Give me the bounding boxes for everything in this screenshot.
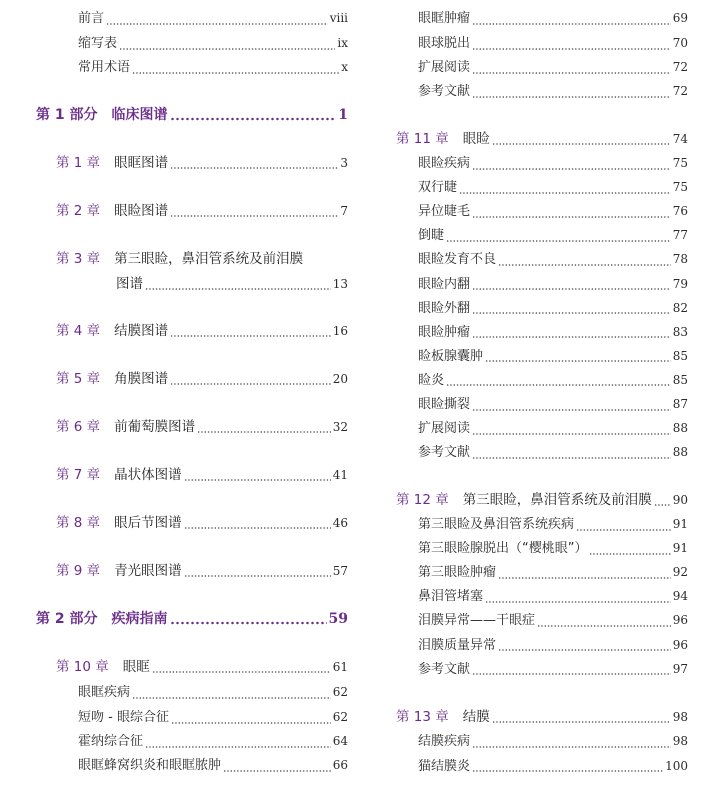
section-page: 75 <box>672 180 688 195</box>
toc-section[interactable] <box>418 395 688 414</box>
toc-section[interactable] <box>418 563 688 582</box>
leader-dots <box>170 612 327 626</box>
chapter-title: 眼睑图谱 <box>114 203 169 219</box>
section-page: 91 <box>672 517 688 531</box>
chapter-number: 第 6 章 <box>56 419 101 435</box>
part-page: 59 <box>328 611 348 627</box>
toc-entry-preface[interactable] <box>78 9 348 28</box>
leader-dots <box>472 277 671 291</box>
toc-chapter-8[interactable] <box>56 514 348 532</box>
leader-dots <box>184 516 331 530</box>
section-title: 泪膜质量异常 <box>418 637 497 653</box>
toc-chapter-11[interactable] <box>396 130 688 148</box>
leader-dots <box>492 710 671 724</box>
toc-part-1[interactable] <box>36 106 348 124</box>
chapter-number: 第 4 章 <box>56 323 101 339</box>
section-page: 87 <box>672 397 688 411</box>
section-title: 眼睑外翻 <box>418 300 471 316</box>
toc-entry-terms[interactable] <box>78 58 348 77</box>
leader-dots <box>472 205 671 219</box>
toc-section[interactable] <box>78 756 348 775</box>
leader-dots <box>654 493 671 507</box>
section-title: 参考文献 <box>418 445 471 461</box>
leader-dots <box>472 422 671 436</box>
part-label: 第 2 部分 <box>36 611 98 627</box>
chapter-page: 32 <box>332 420 348 434</box>
leader-dots <box>152 660 331 674</box>
leader-dots <box>184 468 331 482</box>
chapter-title: 晶状体图谱 <box>114 467 182 483</box>
chapter-title: 第三眼睑，鼻泪管系统及前泪膜 <box>114 251 304 267</box>
chapter-title: 角膜图谱 <box>114 371 169 387</box>
section-page: 97 <box>672 661 688 676</box>
section-page: 94 <box>672 589 688 604</box>
leader-dots <box>223 759 331 773</box>
section-page: 66 <box>332 758 348 772</box>
chapter-page: 20 <box>332 372 348 386</box>
toc-section[interactable] <box>418 275 688 294</box>
section-page: 85 <box>672 348 688 363</box>
toc-section[interactable] <box>418 226 688 245</box>
chapter-number: 第 7 章 <box>56 467 101 483</box>
toc-chapter-3-continuation[interactable] <box>116 275 348 293</box>
section-title: 眼睑疾病 <box>418 156 471 171</box>
chapter-title: 青光眼图谱 <box>114 563 182 579</box>
toc-section[interactable] <box>78 683 348 702</box>
chapter-page: 74 <box>672 132 688 146</box>
section-page: 100 <box>665 758 688 773</box>
chapter-number: 第 1 章 <box>56 155 101 171</box>
leader-dots <box>472 735 671 749</box>
chapter-number: 第 3 章 <box>56 251 101 267</box>
toc-section[interactable] <box>418 539 688 558</box>
section-page: 77 <box>672 228 688 243</box>
chapter-number: 第 5 章 <box>56 371 101 387</box>
section-page: 96 <box>672 637 688 652</box>
leader-dots <box>498 638 671 652</box>
chapter-page: 13 <box>332 277 348 291</box>
leader-dots <box>170 324 331 338</box>
section-page: 88 <box>672 421 688 436</box>
leader-dots <box>472 12 671 26</box>
chapter-page: 90 <box>672 493 688 507</box>
leader-dots <box>472 157 671 171</box>
chapter-number: 第 10 章 <box>56 659 109 675</box>
chapter-title: 眼眶图谱 <box>114 155 169 171</box>
chapter-title: 结膜 <box>462 709 490 725</box>
section-title: 眼睑发育不良 <box>418 252 497 268</box>
leader-dots <box>145 735 331 749</box>
section-page: 69 <box>672 11 688 25</box>
section-page: 64 <box>332 734 348 748</box>
leader-dots <box>145 277 331 291</box>
toc-part-2[interactable] <box>36 610 348 628</box>
toc-section[interactable] <box>418 178 688 197</box>
toc-section[interactable] <box>78 732 348 751</box>
section-title: 异位睫毛 <box>418 204 471 220</box>
chapter-number: 第 2 章 <box>56 203 101 219</box>
chapter-title: 第三眼睑，鼻泪管系统及前泪膜 <box>462 492 652 508</box>
toc-section[interactable] <box>418 250 688 269</box>
chapter-page: 98 <box>672 710 688 724</box>
section-page: 72 <box>672 60 688 74</box>
leader-dots <box>472 662 671 676</box>
leader-dots <box>446 373 671 387</box>
toc-chapter-3[interactable] <box>56 250 348 268</box>
toc-section[interactable] <box>418 587 688 606</box>
toc-section[interactable] <box>418 660 688 679</box>
section-page: 92 <box>672 565 688 580</box>
toc-chapter-7[interactable] <box>56 466 348 484</box>
chapter-page: 46 <box>332 516 348 530</box>
toc-chapter-1[interactable] <box>56 154 348 172</box>
toc-section[interactable] <box>418 299 688 318</box>
toc-section[interactable] <box>418 34 688 53</box>
section-title: 眼球脱出 <box>418 36 471 51</box>
chapter-number: 第 8 章 <box>56 515 101 531</box>
toc-section[interactable] <box>418 9 688 28</box>
toc-chapter-9[interactable] <box>56 562 348 580</box>
section-page: 96 <box>672 613 688 628</box>
section-page: 62 <box>332 710 348 724</box>
leader-dots <box>170 156 338 170</box>
section-title: 猫结膜炎 <box>418 758 471 774</box>
section-page: 62 <box>332 685 348 699</box>
leader-dots <box>472 759 663 773</box>
leader-dots <box>170 108 337 122</box>
toc-entry-title: 前言 <box>78 11 105 26</box>
leader-dots <box>576 518 671 532</box>
toc-chapter-4[interactable] <box>56 322 348 340</box>
section-title: 扩展阅读 <box>418 421 471 437</box>
leader-dots <box>498 253 671 267</box>
leader-dots <box>589 542 670 556</box>
toc-section[interactable] <box>418 611 688 630</box>
chapter-page: 3 <box>340 156 348 170</box>
section-page: 78 <box>672 252 688 267</box>
toc-section[interactable] <box>418 82 688 101</box>
chapter-number: 第 9 章 <box>56 563 101 579</box>
part-title: 临床图谱 <box>111 107 168 123</box>
section-title: 眼睑内翻 <box>418 276 471 292</box>
chapter-number: 第 12 章 <box>396 492 449 508</box>
leader-dots <box>537 614 671 628</box>
toc-entry-abbreviations[interactable] <box>78 34 348 53</box>
toc-chapter-12[interactable] <box>396 491 688 509</box>
leader-dots <box>472 61 671 75</box>
section-title: 泪膜异常——干眼症 <box>418 613 536 629</box>
leader-dots <box>106 12 328 26</box>
section-page: 79 <box>672 276 688 291</box>
toc-entry-page: ix <box>337 36 348 50</box>
section-title: 睑炎 <box>418 372 445 388</box>
leader-dots <box>184 564 331 578</box>
chapter-title: 眼睑 <box>462 131 490 147</box>
section-title: 结膜疾病 <box>418 734 471 749</box>
toc-entry-page: viii <box>329 11 348 25</box>
chapter-title: 前葡萄膜图谱 <box>114 419 196 435</box>
leader-dots <box>132 686 331 700</box>
section-page: 83 <box>672 324 688 339</box>
chapter-title: 眼后节图谱 <box>114 515 182 531</box>
toc-section[interactable] <box>418 371 688 390</box>
section-title: 第三眼睑腺脱出（“樱桃眼”） <box>418 541 588 557</box>
toc-section[interactable] <box>418 757 688 776</box>
section-title: 睑板腺囊肿 <box>418 348 484 364</box>
leader-dots <box>132 61 339 75</box>
section-title: 参考文献 <box>418 661 471 677</box>
section-page: 70 <box>672 36 688 50</box>
section-title: 短吻 - 眼综合征 <box>78 710 169 725</box>
section-page: 75 <box>672 156 688 170</box>
part-title: 疾病指南 <box>111 611 168 627</box>
part-label: 第 1 部分 <box>36 107 98 123</box>
toc-section[interactable] <box>418 419 688 438</box>
toc-section[interactable] <box>418 347 688 366</box>
leader-dots <box>170 372 331 386</box>
leader-dots <box>472 301 671 315</box>
toc-section[interactable] <box>418 323 688 342</box>
toc-section[interactable] <box>418 154 688 173</box>
leader-dots <box>446 229 671 243</box>
toc-entry-title: 缩写表 <box>78 36 118 51</box>
section-page: 72 <box>672 84 688 98</box>
leader-dots <box>498 566 671 580</box>
leader-dots <box>485 590 671 604</box>
leader-dots <box>197 420 331 434</box>
leader-dots <box>459 181 671 195</box>
section-title: 眼眶疾病 <box>78 685 131 700</box>
chapter-number: 第 11 章 <box>396 131 449 147</box>
leader-dots <box>170 204 338 218</box>
section-title: 霍纳综合征 <box>78 734 144 749</box>
chapter-title: 结膜图谱 <box>114 323 169 339</box>
section-title: 参考文献 <box>418 84 471 99</box>
section-title: 第三眼睑及鼻泪管系统疾病 <box>418 517 575 532</box>
chapter-page: 57 <box>332 564 348 578</box>
toc-section[interactable] <box>418 202 688 221</box>
leader-dots <box>171 711 331 725</box>
leader-dots <box>472 325 671 339</box>
leader-dots <box>119 37 335 51</box>
section-page: 82 <box>672 300 688 315</box>
section-page: 76 <box>672 204 688 219</box>
leader-dots <box>472 446 671 460</box>
section-title: 眼睑肿瘤 <box>418 324 471 340</box>
toc-chapter-5[interactable] <box>56 370 348 388</box>
toc-chapter-6[interactable] <box>56 418 348 436</box>
leader-dots <box>485 349 671 363</box>
leader-dots <box>492 132 671 146</box>
chapter-title-continuation: 图谱 <box>116 276 143 292</box>
section-title: 眼睑撕裂 <box>418 397 471 412</box>
toc-section[interactable] <box>418 732 688 751</box>
section-page: 98 <box>672 734 688 748</box>
leader-dots <box>472 37 671 51</box>
toc-chapter-10[interactable] <box>56 658 348 676</box>
leader-dots <box>472 398 671 412</box>
toc-chapter-13[interactable] <box>396 708 688 726</box>
section-title: 扩展阅读 <box>418 60 471 75</box>
toc-chapter-2[interactable] <box>56 202 348 220</box>
toc-section[interactable] <box>78 708 348 727</box>
section-title: 鼻泪管堵塞 <box>418 589 484 605</box>
section-title: 双行睫 <box>418 180 458 196</box>
toc-section[interactable] <box>418 636 688 655</box>
chapter-page: 41 <box>332 468 348 482</box>
section-title: 眼眶蜂窝织炎和眼眶脓肿 <box>78 758 222 773</box>
section-title: 眼眶肿瘤 <box>418 11 471 26</box>
toc-entry-page: x <box>341 60 348 74</box>
toc-section[interactable] <box>418 58 688 77</box>
toc-section[interactable] <box>418 515 688 534</box>
chapter-number: 第 13 章 <box>396 709 449 725</box>
chapter-page: 16 <box>332 324 348 338</box>
section-title: 第三眼睑肿瘤 <box>418 565 497 581</box>
part-page: 1 <box>338 107 348 123</box>
leader-dots <box>472 85 671 99</box>
chapter-title: 眼眶 <box>122 659 150 675</box>
toc-section[interactable] <box>418 443 688 462</box>
chapter-page: 61 <box>332 660 348 674</box>
section-page: 91 <box>672 541 688 556</box>
section-page: 85 <box>672 372 688 387</box>
section-page: 88 <box>672 445 688 460</box>
section-title: 倒睫 <box>418 228 445 244</box>
chapter-page: 7 <box>340 204 348 218</box>
toc-entry-title: 常用术语 <box>78 60 131 75</box>
